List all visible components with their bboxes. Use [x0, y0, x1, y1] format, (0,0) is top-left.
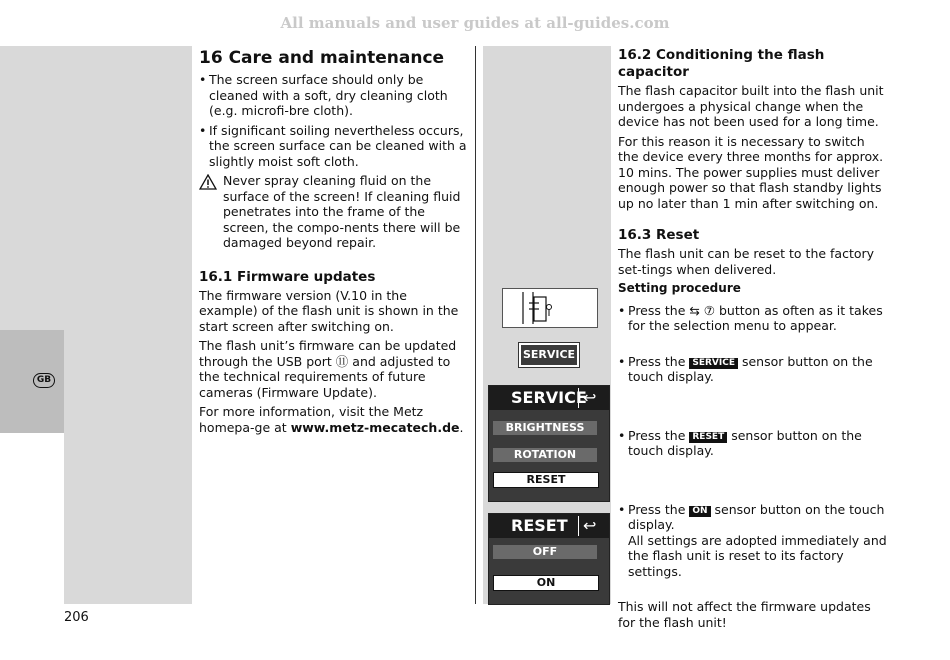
- metz-website-link[interactable]: www.metz-mecatech.de: [290, 419, 460, 435]
- step1-prefix: Press the: [628, 302, 690, 318]
- reset-inline-button: RESET: [689, 432, 727, 443]
- section-title: 16 Care and maintenance: [199, 48, 445, 68]
- step1-suffix: button as often as it takes for the selection menu to appear.: [628, 302, 883, 333]
- back-icon[interactable]: ↩: [578, 516, 605, 536]
- warning-text: Never spray cleaning fluid on the surface of the screen! If cleaning fluid penetrates into the frame of the screen, the compo-nents there will be damaged beyond repair.: [223, 173, 461, 250]
- step2-prefix: Press the: [628, 353, 690, 369]
- warning-triangle-icon: [199, 174, 217, 190]
- step-4-note: All settings are adopted immediately and the flash unit is reset to its factory settings.: [628, 532, 887, 579]
- left-image-column: [64, 46, 192, 604]
- care-bullet-1: • The screen surface should only be cleaned with a soft, dry cleaning cloth (e.g. microfi-bre cloth).: [199, 72, 469, 119]
- service-menu-screen: [488, 385, 610, 502]
- conditioning-paragraph-2: For this reason it is necessary to switch the device every three months for approx. 10 mins. The power supplies must deliver enough power so that flash standby lights up no later than 1 min after switching on.: [618, 133, 884, 211]
- reset-paragraph: The flash unit can be reset to the factory set-tings when delivered.: [618, 246, 875, 277]
- step4-suffix: sensor button on the touch display.: [628, 501, 885, 532]
- brightness-menu-item[interactable]: BRIGHTNESS: [493, 421, 597, 435]
- final-note: This will not affect the firmware updates for the flash unit!: [618, 599, 871, 630]
- firmware-p3-suffix: .: [459, 419, 464, 435]
- firmware-p3-prefix: For more information, visit the Metz homepa-ge at: [199, 404, 424, 435]
- step-1: [618, 303, 888, 334]
- service-sensor-button[interactable]: SERVICE: [519, 343, 579, 367]
- language-badge: GB: [33, 373, 55, 388]
- step4-prefix: Press the: [628, 501, 690, 517]
- reset-screen-title: RESET: [489, 514, 609, 538]
- procedure-heading: Setting procedure: [618, 281, 741, 295]
- page-number: 206: [64, 610, 89, 625]
- flash-unit-button-illustration: [502, 288, 598, 328]
- firmware-paragraph-3: [199, 404, 469, 435]
- conditioning-paragraph-1: The flash capacitor built into the flash unit undergoes a physical change when the device has not been used for a long time.: [618, 83, 884, 129]
- warning-note: [199, 173, 469, 251]
- right-text-column: [618, 46, 888, 630]
- on-menu-item[interactable]: ON: [493, 575, 599, 591]
- step-4: [618, 502, 888, 533]
- off-menu-item[interactable]: OFF: [493, 545, 597, 559]
- mode-button-icon: ⇆ ⑦: [689, 302, 716, 318]
- firmware-paragraph-1: The firmware version (V.10 in the example) of the flash unit is shown in the start screen after switching on.: [199, 287, 459, 334]
- firmware-heading: 16.1 Firmware updates: [199, 268, 376, 285]
- step-3: [618, 428, 888, 459]
- care-bullet-2: • If significant soiling nevertheless occurs, the screen surface can be cleaned with a slightly moist soft cloth.: [199, 123, 469, 170]
- step-2: [618, 354, 888, 385]
- left-text-column: [199, 46, 469, 435]
- side-margin-strip: [0, 46, 64, 330]
- service-inline-button: SERVICE: [689, 358, 738, 369]
- conditioning-heading: 16.2 Conditioning the flash capacitor: [618, 47, 825, 80]
- reset-heading: 16.3 Reset: [618, 227, 700, 243]
- step3-prefix: Press the: [628, 427, 690, 443]
- reset-menu-screen: [488, 513, 610, 605]
- step3-suffix: sensor button on the touch display.: [628, 427, 862, 458]
- watermark: All manuals and user guides at all-guides.com: [280, 14, 670, 32]
- column-divider: [475, 46, 476, 604]
- rotation-menu-item[interactable]: ROTATION: [493, 448, 597, 462]
- reset-menu-item[interactable]: RESET: [493, 472, 599, 488]
- step2-suffix: sensor button on the touch display.: [628, 353, 873, 384]
- service-screen-title: SERVICE: [489, 386, 609, 410]
- on-inline-button: ON: [689, 506, 710, 517]
- back-icon[interactable]: ↩: [578, 388, 605, 408]
- firmware-paragraph-2: The flash unit’s firmware can be updated through the USB port ⑪ and adjusted to the technical requirements of future cameras (Firmware Update).: [199, 338, 457, 400]
- button-diagram-icon: [503, 289, 597, 327]
